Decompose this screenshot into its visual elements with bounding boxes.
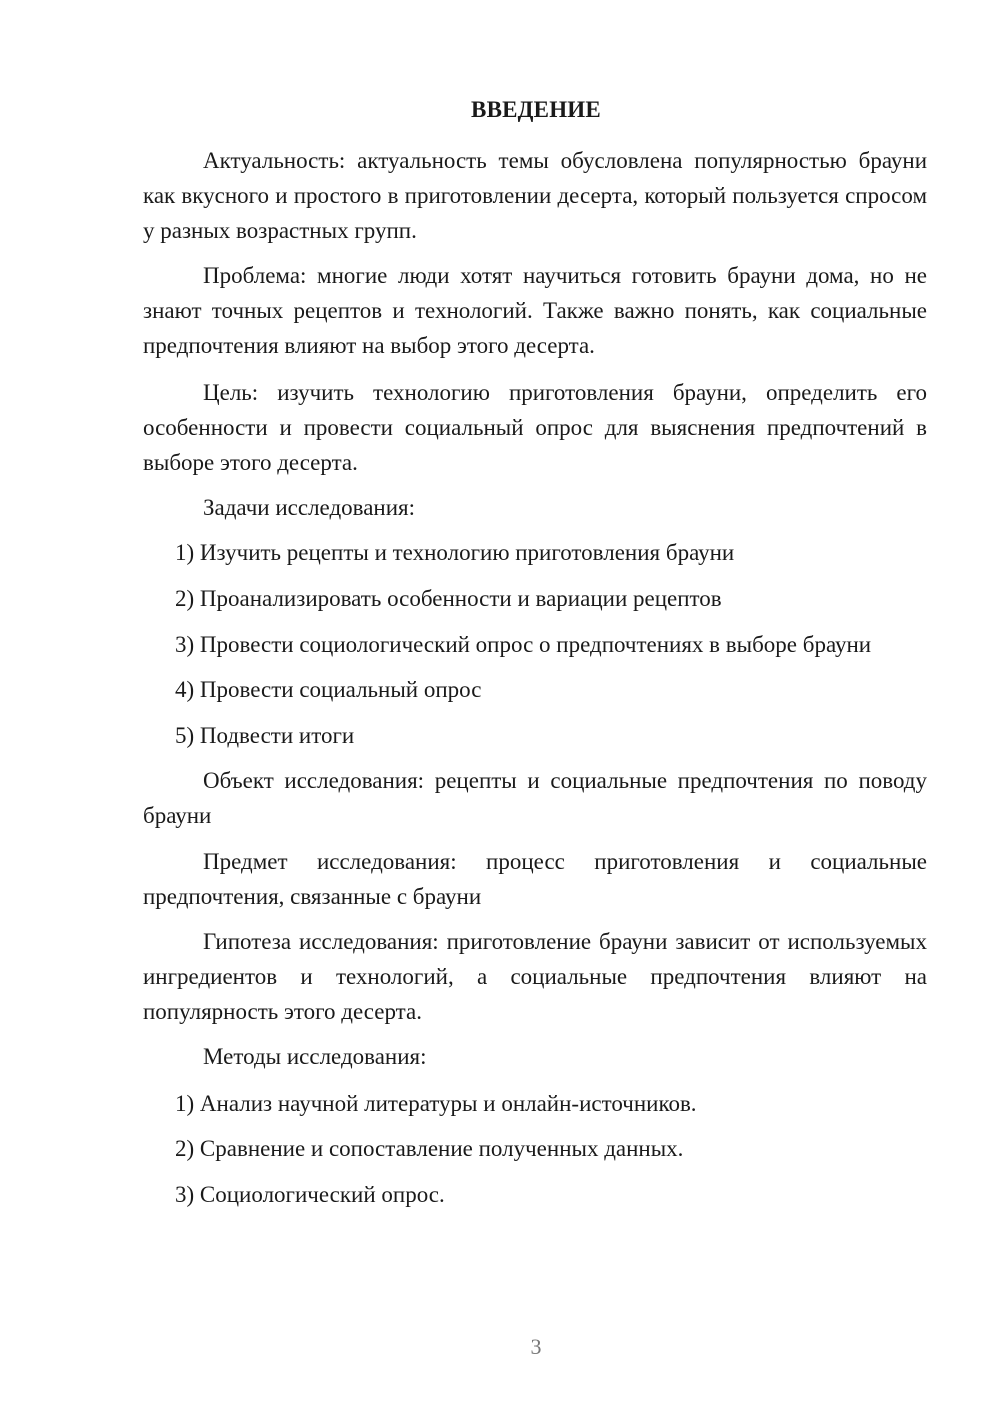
subject-paragraph: Предмет исследования: процесс приготовления и социальные предпочтения, связанные с брауни	[143, 849, 927, 909]
task-item: 2) Проанализировать особенности и вариации рецептов	[175, 586, 722, 611]
task-item: 1) Изучить рецепты и технологию приготовления брауни	[175, 540, 735, 565]
task-item: 4) Провести социальный опрос	[175, 677, 482, 702]
goal-paragraph: Цель: изучить технологию приготовления брауни, определить его особенности и провести социальный опрос для выяснения предпочтений в выборе этого десерта.	[143, 380, 927, 475]
relevance-paragraph: Актуальность: актуальность темы обусловлена популярностью брауни как вкусного и простого в приготовлении десерта, который пользуется спросом у разных возрастных групп.	[143, 148, 927, 243]
problem-paragraph: Проблема: многие люди хотят научиться готовить брауни дома, но не знают точных рецептов и технологий. Также важно понять, как социальные предпочтения влияют на выбор этого десерта.	[143, 263, 927, 358]
method-item: 1) Анализ научной литературы и онлайн-источников.	[175, 1091, 697, 1116]
hypothesis-paragraph: Гипотеза исследования: приготовление брауни зависит от используемых ингредиентов и технологий, а социальные предпочтения влияют на популярность этого десерта.	[143, 929, 927, 1024]
method-item: 2) Сравнение и сопоставление полученных данных.	[175, 1136, 684, 1161]
methods-heading: Методы исследования:	[203, 1044, 427, 1069]
object-paragraph: Объект исследования: рецепты и социальные предпочтения по поводу брауни	[143, 768, 927, 828]
task-item: 5) Подвести итоги	[175, 723, 355, 748]
page-title: ВВЕДЕНИЕ	[471, 97, 601, 122]
page-number: 3	[530, 1334, 542, 1359]
tasks-heading: Задачи исследования:	[203, 495, 416, 520]
method-item: 3) Социологический опрос.	[175, 1182, 445, 1207]
task-item: 3) Провести социологический опрос о предпочтениях в выборе брауни	[175, 632, 872, 657]
